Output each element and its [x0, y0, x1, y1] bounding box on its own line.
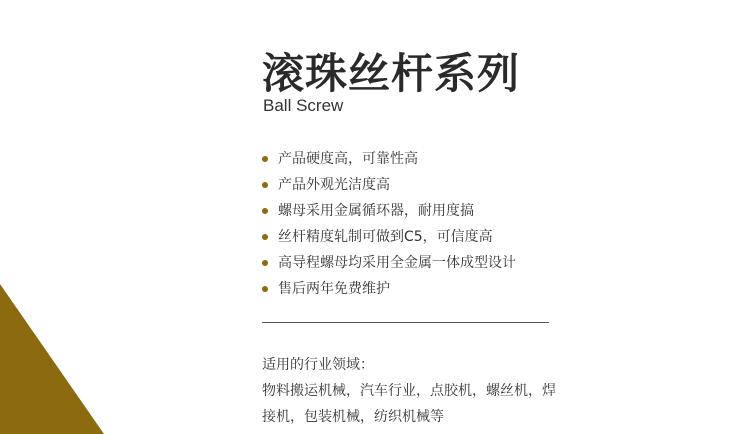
feature-item [262, 224, 516, 250]
bullet-icon [262, 286, 268, 292]
industry-section [262, 352, 562, 430]
feature-item [262, 276, 516, 302]
feature-item [262, 146, 516, 172]
feature-item [262, 172, 516, 198]
bullet-icon [262, 208, 268, 214]
bullet-icon [262, 234, 268, 240]
feature-item [262, 198, 516, 224]
feature-text: 丝杆精度轧制可做到C5，可信度高 [278, 229, 493, 245]
feature-text: 螺母采用金属循环器，耐用度搞 [278, 203, 474, 219]
page-subtitle: Ball Screw [263, 96, 344, 115]
feature-text: 售后两年免费维护 [278, 281, 390, 297]
industry-heading: 适用的行业领域： [262, 357, 374, 373]
bullet-icon [262, 260, 268, 266]
feature-text: 产品外观光洁度高 [278, 177, 390, 193]
feature-list [262, 146, 516, 302]
industry-text-line: 物料搬运机械，汽车行业，点胶机，螺丝机，焊 [262, 383, 556, 399]
feature-text: 高导程螺母均采用全金属一体成型设计 [278, 255, 516, 271]
section-divider [262, 322, 549, 323]
bullet-icon [262, 156, 268, 162]
bullet-icon [262, 182, 268, 188]
page-title: 滚珠丝杆系列 [262, 49, 521, 98]
feature-text: 产品硬度高，可靠性高 [278, 151, 418, 167]
feature-item [262, 250, 516, 276]
industry-text-line: 接机，包装机械，纺织机械等 [262, 409, 444, 425]
